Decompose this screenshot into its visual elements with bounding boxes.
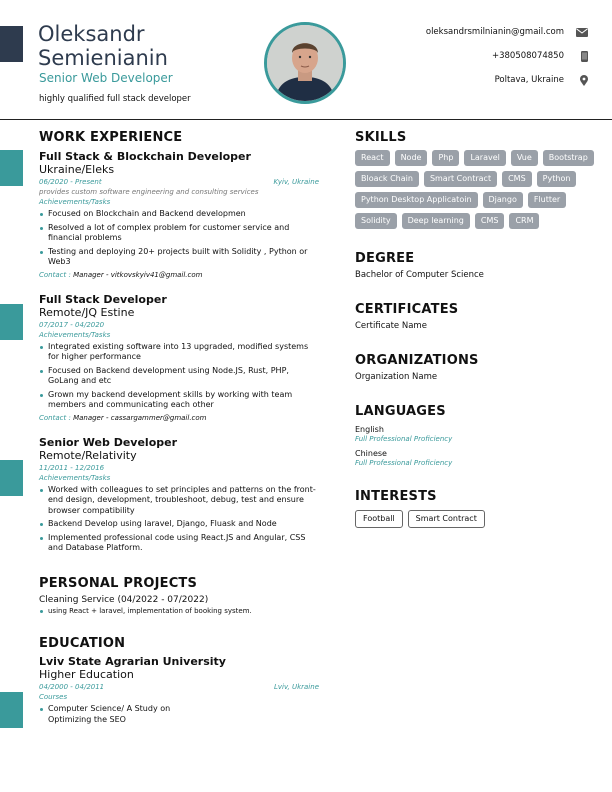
project-title: Cleaning Service (04/2022 - 07/2022) [39, 594, 209, 605]
personal-projects-heading: PERSONAL PROJECTS [39, 575, 198, 591]
person-portrait-icon [267, 25, 343, 101]
job-company: Ukraine/Eleks [39, 163, 115, 176]
list-item: Resolved a lot of complex problem for customer service and financial problems [39, 223, 319, 244]
email-text[interactable]: oleksandrsmilnianin@gmail.com [425, 27, 564, 37]
last-name: Semienianin [38, 46, 168, 70]
skills-heading: SKILLS [355, 130, 407, 145]
skill-tag: Vue [511, 150, 538, 166]
envelope-icon [570, 28, 588, 37]
education-meta [39, 683, 319, 691]
job-contact [39, 271, 319, 279]
job-description: provides custom software engineering and consulting services [39, 188, 259, 196]
skill-tag: Solidity [355, 213, 397, 229]
summary-text: highly qualified full stack developer [39, 94, 191, 104]
work-experience-heading: WORK EXPERIENCE [39, 130, 183, 145]
accent-bar-job-1 [0, 150, 23, 186]
contact-block [368, 20, 588, 92]
job-entry-3 [39, 436, 319, 554]
education-heading: EDUCATION [39, 636, 126, 651]
languages-heading: LANGUAGES [355, 404, 446, 419]
skill-tag: CMS [502, 171, 532, 187]
skill-tag: Node [395, 150, 428, 166]
language-item [355, 449, 595, 467]
accent-bar-job-2 [0, 304, 23, 340]
interest-tag: Smart Contract [408, 510, 485, 528]
skill-tag: React [355, 150, 390, 166]
skill-tag: CMS [475, 213, 505, 229]
list-item: Grown my backend development skills by working with team members and communicating each other [39, 390, 319, 411]
phone-icon [570, 51, 588, 62]
job-bullets [39, 209, 319, 268]
job-bullets [39, 485, 319, 554]
course-bullets [39, 704, 319, 725]
job-meta [39, 178, 319, 186]
job-location: Kyiv, Ukraine [273, 178, 319, 186]
education-degree: Higher Education [39, 668, 134, 681]
job-company: Remote/JQ Estine [39, 305, 135, 319]
contact-label: Contact : [39, 413, 71, 422]
contact-email-row [368, 20, 588, 44]
contact-label: Contact : [39, 270, 71, 279]
headline-title: Senior Web Developer [39, 71, 173, 85]
skill-tag: Php [432, 150, 459, 166]
profile-photo [264, 22, 346, 104]
contact-value: Manager - vitkovskyiv41@gmail.com [73, 270, 203, 279]
skills-tags [355, 150, 595, 229]
list-item: Focused on Backend development using Node.JS, Rust, PHP, GoLang and etc [39, 366, 319, 387]
list-item: Worked with colleagues to set principles and patterns on the front-end design, development, troubleshoot, debug, test and ensure browser compatibility [39, 485, 319, 517]
job-entry-1 [39, 150, 319, 279]
job-title: Senior Web Developer [39, 435, 178, 449]
left-column [39, 130, 319, 728]
phone-text[interactable]: +380508074850 [491, 51, 564, 61]
accent-bar-education [0, 692, 23, 728]
skill-tag: CRM [509, 213, 539, 229]
education-dates: 04/2000 - 04/2011 [39, 683, 105, 691]
job-meta [39, 464, 319, 472]
skill-tag: Flutter [528, 192, 566, 208]
degree-heading: DEGREE [355, 251, 415, 266]
list-item: Computer Science/ A Study on Optimizing the SEO [39, 704, 184, 725]
certificate-text: Certificate Name [355, 321, 427, 331]
job-contact [39, 414, 319, 422]
degree-text: Bachelor of Computer Science [355, 270, 484, 280]
job-dates: 06/2020 - Present [39, 178, 102, 186]
right-column [355, 130, 595, 528]
resume-header [0, 0, 612, 120]
contact-value: Manager - cassargammer@gmail.com [73, 413, 207, 422]
language-name: Chinese [355, 449, 387, 458]
list-item: Integrated existing software into 13 upgraded, modified systems for higher performance [39, 342, 319, 363]
first-name: Oleksandr [38, 22, 145, 46]
language-level: Full Professional Proficiency [355, 435, 453, 443]
list-item: Backend Develop using laravel, Django, Fluask and Node [39, 519, 319, 530]
organization-text: Organization Name [355, 372, 438, 382]
interest-tag: Football [355, 510, 403, 528]
location-text: Poltava, Ukraine [494, 75, 564, 85]
interests-tags [355, 510, 595, 528]
job-dates: 11/2011 - 12/2016 [39, 463, 105, 472]
language-item [355, 425, 595, 443]
skill-tag: Laravel [464, 150, 505, 166]
list-item: using React + laravel, implementation of booking system. [39, 606, 319, 617]
job-entry-2 [39, 293, 319, 422]
list-item: Testing and deploying 20+ projects built with Solidity , Python or Web3 [39, 247, 319, 268]
interests-heading: INTERESTS [355, 489, 437, 504]
skill-tag: Django [483, 192, 523, 208]
job-dates: 07/2017 - 04/2020 [39, 320, 105, 329]
job-title: Full Stack & Blockchain Developer [39, 150, 251, 163]
skill-tag: Deep learning [402, 213, 470, 229]
map-pin-icon [570, 75, 588, 86]
achievements-label: Achievements/Tasks [39, 473, 111, 482]
job-title: Full Stack Developer [39, 292, 167, 306]
skill-tag: Python Desktop Applicatoin [355, 192, 478, 208]
school-name: Lviv State Agrarian University [39, 655, 226, 668]
certificates-heading: CERTIFICATES [355, 302, 459, 317]
job-company: Remote/Relativity [39, 448, 137, 462]
language-level: Full Professional Proficiency [355, 459, 453, 467]
skill-tag: Python [537, 171, 577, 187]
full-name [38, 22, 168, 70]
skill-tag: Bootstrap [543, 150, 594, 166]
language-name: English [355, 425, 384, 434]
organizations-heading: ORGANIZATIONS [355, 353, 479, 368]
list-item: Focused on Blockchain and Backend developmen [39, 209, 319, 220]
achievements-label: Achievements/Tasks [39, 198, 111, 206]
skill-tag: Smart Contract [424, 171, 497, 187]
education-location: Lviv, Ukraine [273, 683, 319, 691]
job-meta [39, 321, 319, 329]
achievements-label: Achievements/Tasks [39, 330, 111, 339]
courses-label: Courses [39, 693, 68, 701]
job-bullets [39, 342, 319, 411]
accent-bar-job-3 [0, 460, 23, 496]
skill-tag: Bloack Chain [355, 171, 419, 187]
contact-phone-row [368, 44, 588, 68]
list-item: Implemented professional code using React.JS and Angular, CSS and Database Platform. [39, 533, 319, 554]
project-bullets [39, 606, 319, 617]
contact-location-row [368, 68, 588, 92]
